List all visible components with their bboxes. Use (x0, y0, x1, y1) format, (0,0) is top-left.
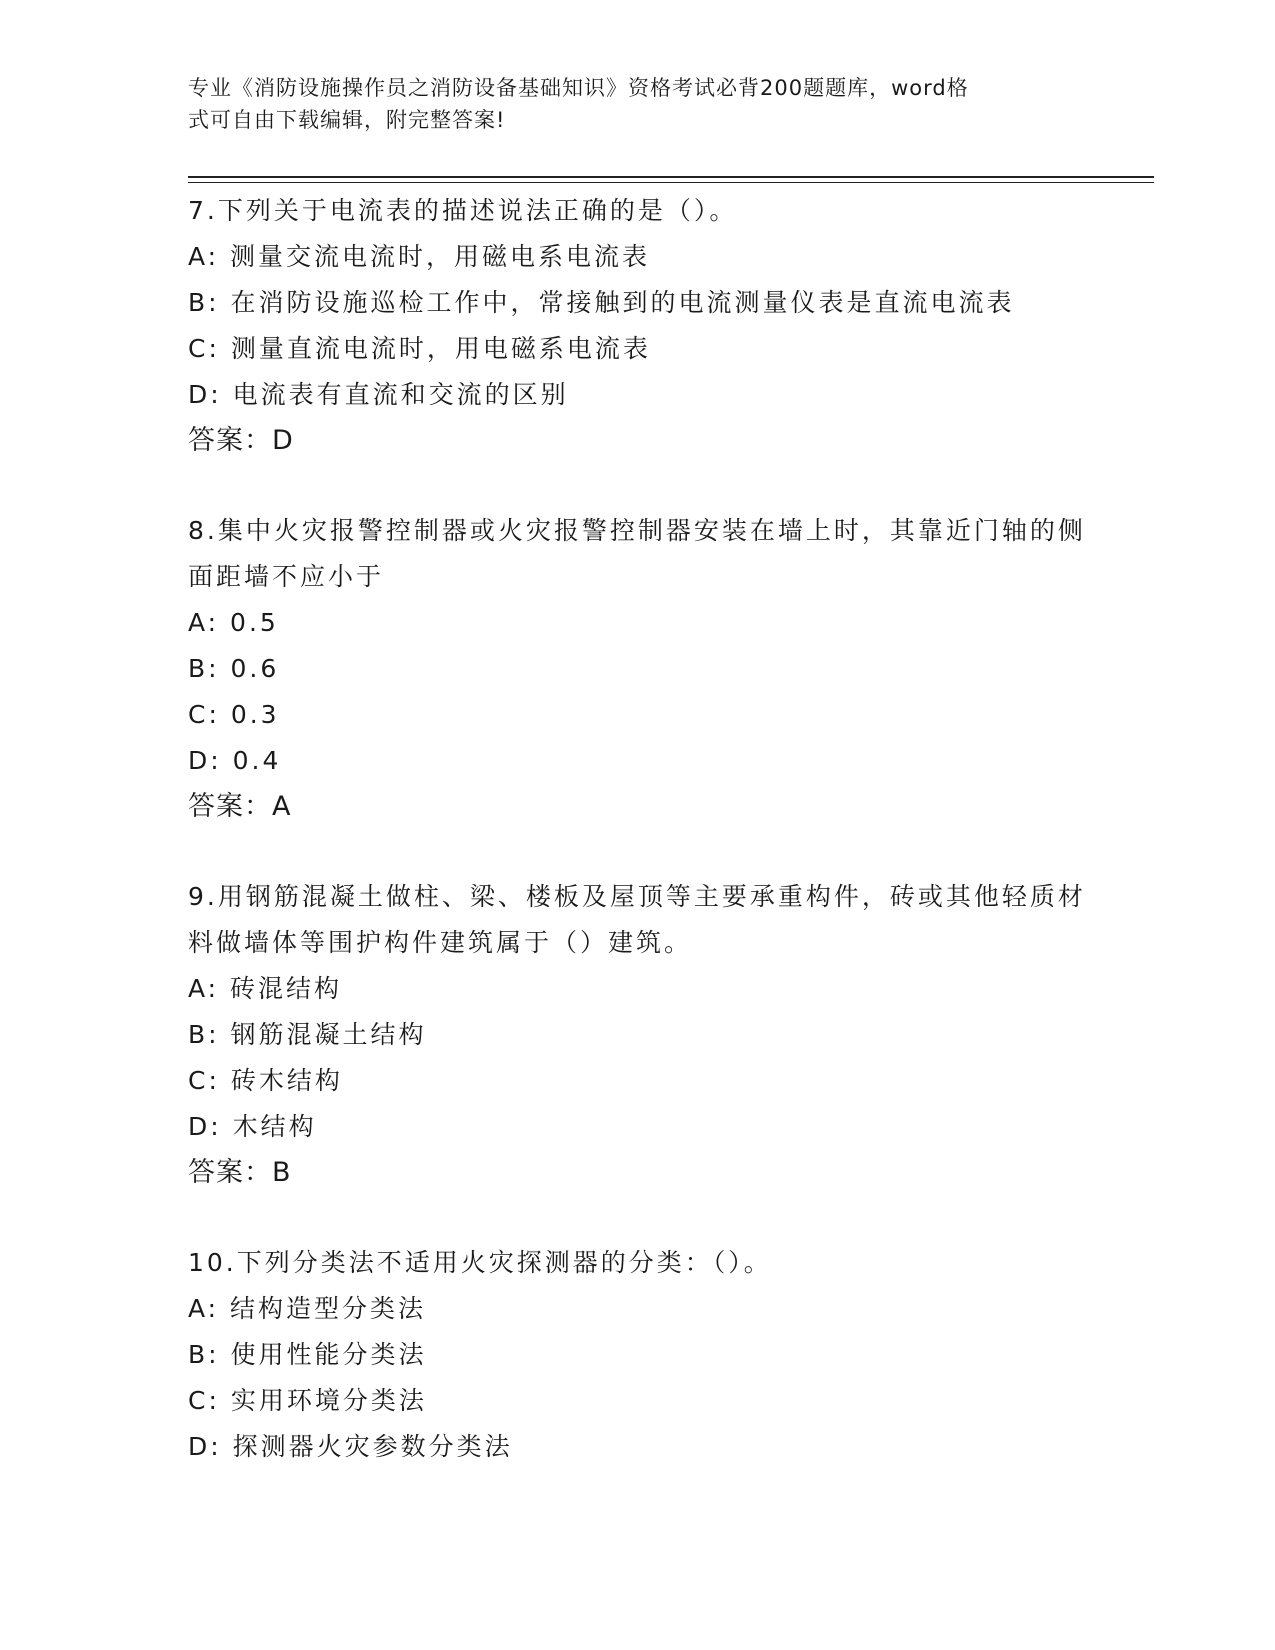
header-divider-thick (188, 176, 1154, 178)
spacer (188, 464, 1088, 508)
answer-label: 答案：D (188, 425, 294, 456)
spacer (188, 830, 1088, 874)
header-line-2: 式可自由下载编辑，附完整答案! (188, 108, 506, 132)
question-block (188, 508, 1088, 830)
document-header (188, 72, 1088, 136)
option-b: B: 在消防设施巡检工作中，常接触到的电流测量仪表是直流电流表 (188, 288, 1015, 317)
question-block (188, 188, 1088, 464)
option-a: A: 测量交流电流时，用磁电系电流表 (188, 242, 651, 271)
option-a: A: 结构造型分类法 (188, 1294, 427, 1323)
option-d: D: 电流表有直流和交流的区别 (188, 380, 569, 409)
question-block (188, 1240, 1088, 1470)
question-text: 9.用钢筋混凝土做柱、梁、楼板及屋顶等主要承重构件，砖或其他轻质材料做墙体等围护构件建筑属于（）建筑。 (188, 882, 1086, 957)
question-text: 8.集中火灾报警控制器或火灾报警控制器安装在墙上时，其靠近门轴的侧面距墙不应小于 (188, 516, 1086, 591)
option-d: D: 探测器火灾参数分类法 (188, 1432, 513, 1461)
question-list (188, 188, 1088, 1470)
option-c: C: 测量直流电流时，用电磁系电流表 (188, 334, 651, 363)
option-c: C: 实用环境分类法 (188, 1386, 427, 1415)
option-a: A: 0.5 (188, 608, 279, 637)
header-line-1: 专业《消防设施操作员之消防设备基础知识》资格考试必背200题题库，word格 (188, 76, 969, 100)
option-c: C: 0.3 (188, 700, 280, 729)
header-divider-thin (188, 182, 1154, 183)
answer-label: 答案：A (188, 791, 292, 822)
answer-label: 答案：B (188, 1157, 292, 1188)
option-d: D: 0.4 (188, 746, 282, 775)
question-text: 7.下列关于电流表的描述说法正确的是（）。 (188, 196, 738, 225)
spacer (188, 1196, 1088, 1240)
option-a: A: 砖混结构 (188, 974, 343, 1003)
option-b: B: 使用性能分类法 (188, 1340, 427, 1369)
option-d: D: 木结构 (188, 1112, 317, 1141)
option-c: C: 砖木结构 (188, 1066, 343, 1095)
question-text: 10.下列分类法不适用火灾探测器的分类：（）。 (188, 1248, 772, 1277)
question-block (188, 874, 1088, 1196)
option-b: B: 0.6 (188, 654, 280, 683)
option-b: B: 钢筋混凝土结构 (188, 1020, 427, 1049)
